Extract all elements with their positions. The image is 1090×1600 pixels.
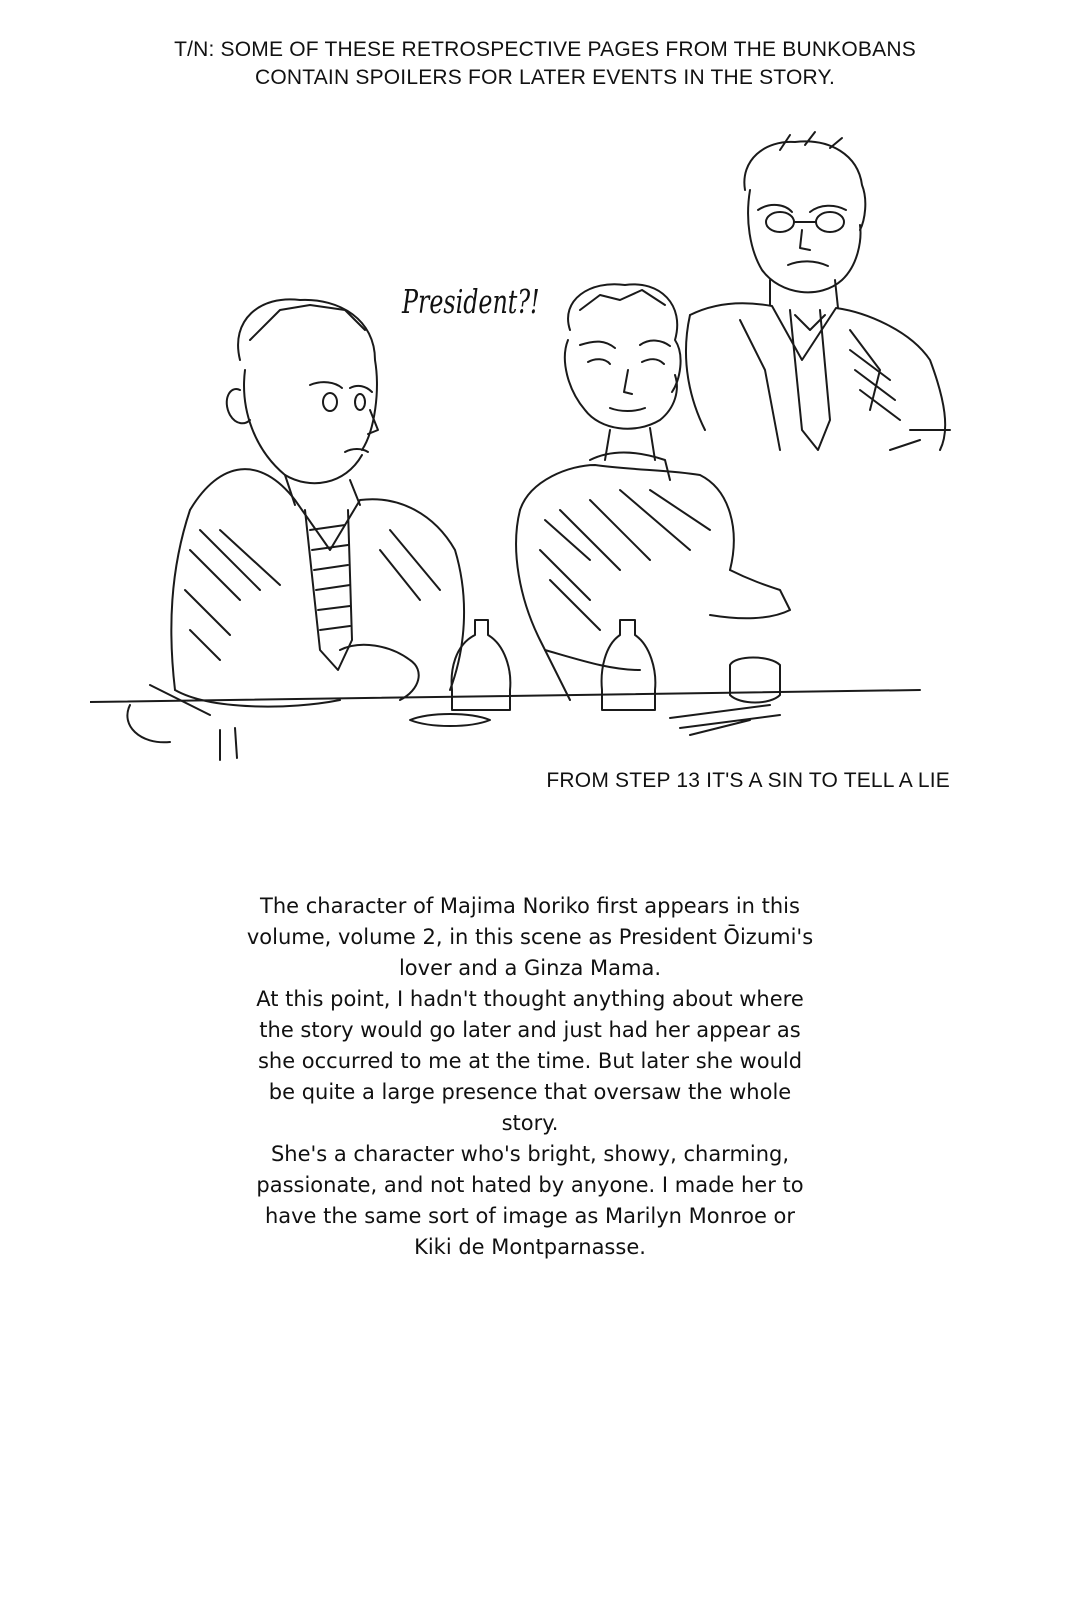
commentary-line: the story would go later and just had her appear as: [259, 1018, 801, 1042]
author-commentary: [170, 891, 890, 1263]
commentary-line: She's a character who's bright, showy, charming,: [270, 1142, 790, 1166]
translator-note-line-2: CONTAIN SPOILERS FOR LATER EVENTS IN THE STORY.: [254, 66, 836, 89]
commentary-line: lover and a Ginza Mama.: [398, 956, 662, 980]
commentary-line: At this point, I hadn't thought anything about where: [256, 987, 804, 1011]
commentary-line: Kiki de Montparnasse.: [414, 1235, 646, 1259]
noriko-figure: [516, 284, 790, 700]
translator-note-line-1: T/N: SOME OF THESE RETROSPECTIVE PAGES FROM THE BUNKOBANS: [174, 38, 916, 61]
illustration-caption: FROM STEP 13 IT'S A SIN TO TELL A LIE: [546, 769, 950, 792]
sketch-illustration: [90, 130, 970, 780]
president-figure: [686, 132, 950, 450]
table-items: [90, 620, 920, 760]
commentary-line: she occurred to me at the time. But later she would: [257, 1049, 803, 1073]
commentary-line: have the same sort of image as Marilyn Monroe or: [264, 1204, 796, 1228]
commentary-line: The character of Majima Noriko first appears in this: [260, 894, 800, 918]
commentary-line: be quite a large presence that oversaw the whole: [268, 1080, 792, 1104]
man-figure: [171, 299, 464, 706]
commentary-line: story.: [501, 1111, 559, 1135]
commentary-line: passionate, and not hated by anyone. I made her to: [256, 1173, 804, 1197]
speech-text: President?!: [402, 282, 540, 321]
commentary-line: volume, volume 2, in this scene as President Ōizumi's: [246, 925, 814, 949]
translator-note: [0, 36, 1090, 92]
